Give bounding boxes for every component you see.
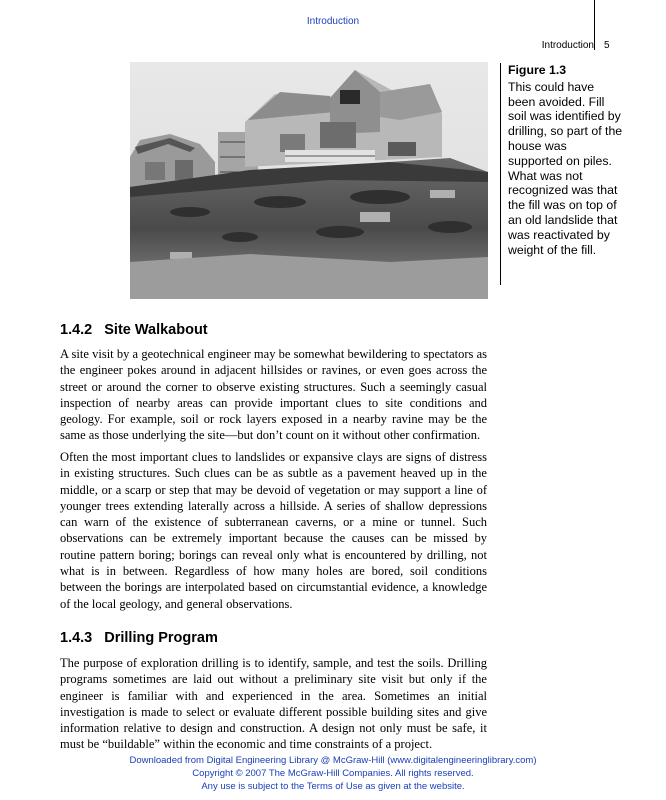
figure-photo-house-on-landslide	[130, 62, 488, 299]
section-number: 1.4.3	[60, 630, 93, 646]
footer-download-link[interactable]: Downloaded from Digital Engineering Library @ McGraw-Hill (www.digitalengineeringlibrary.com)	[129, 755, 537, 766]
figure-caption	[500, 63, 624, 285]
section-heading-drilling-program	[60, 630, 218, 646]
footer-copyright-line: Copyright © 2007 The McGraw-Hill Companies. All rights reserved.	[192, 768, 474, 779]
running-head: Introduction	[541, 40, 594, 51]
paragraph: The purpose of exploration drilling is to identify, sample, and test the soils. Drilling programs sometimes are laid out without a preliminary site visit but only if the engineer is familiar with and experienced in the area. Sometimes an initial investigation is made to select or evaluate different possible building sites and give information relative to design and construction. A design not only must be safe, it must be “buildable” within the economic and time constraints of a project.	[60, 656, 487, 752]
section-title: Site Walkabout	[104, 322, 208, 338]
paragraph: Often the most important clues to landslides or expansive clays are signs of distress in existing structures. Such clues can be as subtle as a pavement heaved up in the middle, or a scarp or step that may be devoid of vegetation or may support a line of younger trees extending laterally across a hillside. A series of shallow depressions can warn of the existence of subterranean caverns, or a mine or tunnel. Such observations can be extremely important because the causes can be missed by routine pattern boring; borings can reveal only what is encountered by drilling, not what is in between. Regardless of how many holes are bored, soil conditions between the borings are interpolated based on circumstantial evidence, a knowledge of the local geology, and general observations.	[60, 450, 487, 611]
section-title: Drilling Program	[104, 630, 218, 646]
page-number: 5	[604, 40, 610, 51]
paragraph: A site visit by a geotechnical engineer may be somewhat bewildering to spectators as the engineer pokes around in adjacent hillsides or ravines, or even goes across the street or around the corner to observe existing structures. Such a seemingly casual inspection of nearby areas can provide important clues to site conditions and geology. For example, soil or rock layers exposed in a nearby ravine may be the same as those underlying the site—but don’t count on it without other confirmation.	[60, 347, 487, 443]
section-heading-site-walkabout	[60, 322, 208, 338]
footer-terms-line[interactable]: Any use is subject to the Terms of Use as given at the website.	[201, 781, 465, 792]
footer-copyright	[0, 754, 666, 793]
figure-caption-text: This could have been avoided. Fill soil was identified by drilling, so part of the house was supported on piles. What was not recognized was that the fill was on top of an old landslide that was reactivated by weight of the fill.	[508, 79, 623, 257]
figure-label: Figure 1.3	[508, 63, 567, 77]
header-rule	[594, 0, 595, 50]
top-chapter-link[interactable]: Introduction	[306, 16, 360, 27]
section-number: 1.4.2	[60, 322, 93, 338]
